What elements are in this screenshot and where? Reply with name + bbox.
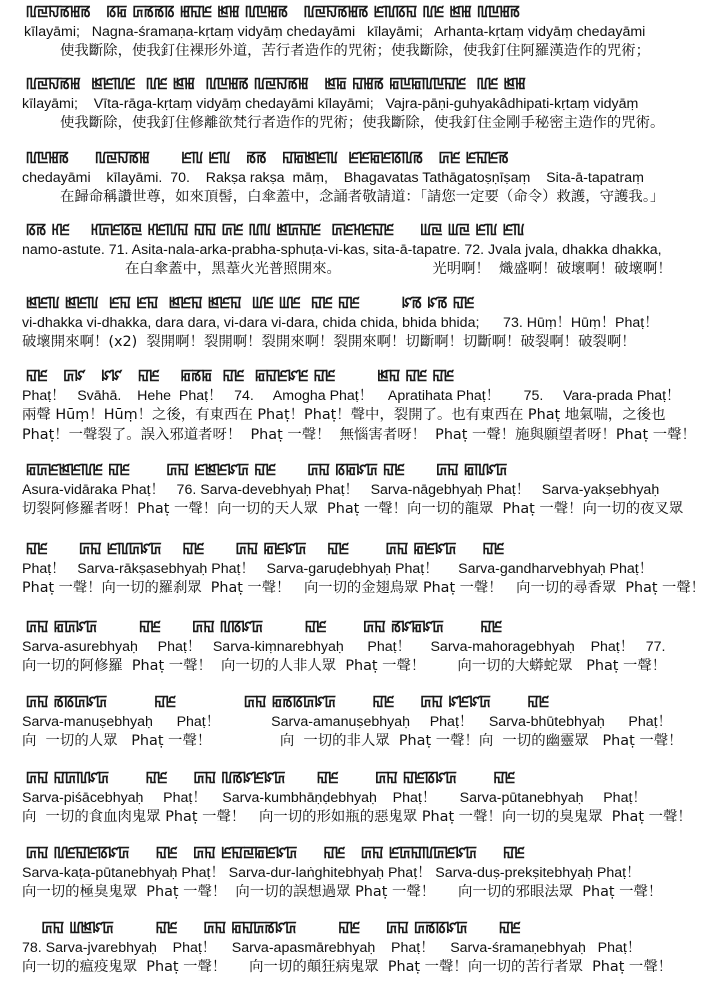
chinese-translation-line: 切裂阿修羅者呀！Phaṭ 一聲！向一切的天人眾 Phaṭ 一聲！向一切的龍眾 Phaṭ 一聲！向一切的夜叉眾 (22, 501, 684, 517)
romanized-line: Asura-vidāraka Phaṭ！ 76. Sarva-devebhyaḥ Phaṭ！ Sarva-nāgebhyaḥ Phaṭ！ Sarva-yakṣebhyaḥ (22, 482, 660, 498)
chinese-translation-line: 兩聲 Hūṃ！Hūṃ！之後，有東西在 Phaṭ！Phaṭ！聲中，裂開了。也有東西在 Phaṭ 地氣喘，之後也 (22, 407, 666, 423)
romanized-line: vi-dhakka vi-dhakka, dara dara, vi-dara vi-dara, chida chida, bhida bhida; 73. Hūṃ！Hūṃ！Phaṭ！ (22, 315, 659, 331)
romanized-line: kīlayāmi; Nagna-śramaṇa-kṛtaṃ vidyāṃ chedayāmi kīlayāmi; Arhanta-kṛtaṃ vidyāṃ chedayāmi (24, 24, 646, 40)
siddham-script-line: ꡂꡚꡈꡓꡈꡃꡈ ꡎꡈ ꡚꡎ ꡈꡓꡈꡜꡚ ꡎꡈ ꡚꡎ ꡋꡂꡜꡚ ꡎꡈ ꡚꡎ ꡂꡃꡜꡚ (26, 460, 508, 478)
romanized-line: Sarva-asurebhyaḥ Phaṭ！ Sarva-kiṃnarebhyaḥ Phaṭ！ Sarva-mahoragebhyaḥ Phaṭ！ 77. (22, 639, 666, 655)
siddham-script-line: ꡚꡎ ꡏꡋꡚꡜꡚ ꡎꡈ ꡚꡎ ꡂꡏꡋꡚꡜꡚ ꡎꡈ ꡚꡎ ꡜꡈꡜꡚ ꡎꡈ (26, 692, 550, 710)
siddham-script-line: ꡚꡎ ꡎꡚꡃꡜꡚ ꡎꡈ ꡚꡎ ꡃꡏꡜꡈꡜꡚ ꡎꡈ ꡚꡎ ꡎꡈꡋꡜꡚ ꡎꡈ (26, 768, 516, 786)
siddham-script-line: ꡋꡏ ꡘꡈ ꡘꡚꡈꡋꡙ ꡘꡈꡃꡎ ꡎꡎ ꡚꡈ ꡃꡃ ꡓꡚꡎꡈ ꡚꡈꡘꡈꡎꡈ ꡆꡙ ꡆꡙ ꡈꡃ ꡈꡃ (26, 220, 525, 238)
romanized-line: Sarva-manuṣebhyaḥ Phaṭ！ Sarva-amanuṣebhyaḥ Phaṭ！ Sarva-bhūtebhyaḥ Phaṭ！ (22, 714, 672, 730)
romanized-line: Phaṭ！ Svāhā. Hehe Phaṭ！ 74. Amogha Phaṭ！ Apratihata Phaṭ！ 75. Vara-prada Phaṭ！ (22, 388, 681, 404)
chinese-translation-line: 向一切的極臭鬼眾 Phaṭ 一聲！ 向一切的誤想過眾 Phaṭ 一聲！ 向一切的邪眼法眾 Phaṭ 一聲！ (22, 884, 663, 900)
chinese-translation-line: 向一切的阿修羅 Phaṭ 一聲！ 向一切的人非人眾 Phaṭ 一聲！ 向一切的大蟒蛇眾 Phaṭ 一聲！ (22, 658, 667, 674)
romanized-line: namo-astute. 71. Asita-nala-arka-prabha-sphuṭa-vi-kas, sita-ā-tapatre. 72. Jvala jvala, dhakka dhakka, (22, 242, 662, 258)
chinese-translation-line: Phaṭ！一聲裂了。誤入邪道者呀！ Phaṭ 一聲！ 無惱害者呀！ Phaṭ 一聲！施與願望者呀！Phaṭ 一聲！ (22, 427, 696, 443)
siddham-script-line: ꡃꡙꡍꡏꡅꡏ ꡋꡂ ꡚꡏꡏꡋ ꡅꡎꡈ ꡓꡅ ꡃꡖꡅꡏ ꡃꡙꡍꡏꡅꡏ ꡈꡃꡋꡎ ꡃꡈ ꡓꡅ ꡃꡖꡅꡏ (26, 2, 521, 20)
romanized-line: Sarva-kaṭa-pūtanebhyaḥ Phaṭ！ Sarva-dur-laṅghitebhyaḥ Phaṭ！ Sarva-duṣ-prekṣitebhyaḥ Phaṭ！ (22, 865, 641, 881)
chinese-translation-line: 向 一切的食血肉鬼眾 Phaṭ 一聲！ 向一切的形如瓶的惡鬼眾 Phaṭ 一聲！向一切的臭鬼眾 Phaṭ 一聲！ (22, 809, 692, 825)
chinese-translation-line: 使我斷除，使我釘住修離欲梵行者造作的咒術；使我斷除，使我釘住金剛手秘密主造作的咒術。 (60, 115, 665, 131)
chinese-translation-line: 破壞開來啊！(x2) 裂開啊！裂開啊！裂開來啊！裂開來啊！切斷啊！切斷啊！破裂啊！破裂啊！ (22, 334, 636, 350)
romanized-line: Sarva-piśācebhyaḥ Phaṭ！ Sarva-kumbhāṇḍebhyaḥ Phaṭ！ Sarva-pūtanebhyaḥ Phaṭ！ (22, 790, 647, 806)
chinese-translation-line: 在歸命稱讚世尊，如來頂髻，白傘蓋中，念誦者敬請道：「請您一定要（命令）救護，守護我。」 (60, 189, 665, 205)
siddham-script-line: ꡃꡙꡍꡏꡅ ꡓꡈꡃꡈ ꡃꡈ ꡓꡅ ꡃꡖꡅꡏ ꡃꡙꡍꡏꡅ ꡓꡂ ꡎꡅꡏ ꡂꡖꡂꡃꡖꡎꡈ ꡃꡈ ꡓꡅ (26, 74, 527, 92)
chinese-translation-line: 使我斷除，使我釘住裸形外道，苦行者造作的咒術；使我斷除，使我釘住阿羅漢造作的咒術； (60, 43, 651, 59)
romanized-line: chedayāmi kīlayāmi. 70. Rakṣa rakṣa māṃ, Bhagavatas Tathāgatoṣṇīṣaṃ Sita-ā-tapatraṃ (22, 170, 644, 186)
siddham-script-line: ꡚꡎ ꡂꡚꡜꡚ ꡎꡈ ꡚꡎ ꡃꡋꡜꡚ ꡎꡈ ꡚꡎ ꡏꡜꡂꡜꡚ ꡎꡈ (26, 617, 503, 635)
siddham-script-line: ꡃꡖꡅꡏ ꡃꡙꡍꡏꡅ ꡈꡃ ꡈꡃ ꡏꡏ ꡎꡂꡓꡈꡃ ꡈꡈꡂꡈꡋꡃꡏ ꡚꡈ ꡈꡎꡈꡏ (26, 148, 509, 166)
romanized-line: kīlayāmi; Vīta-rāga-kṛtaṃ vidyāṃ chedayāmi kīlayāmi; Vajra-pāṇi-guhyakâdhipati-kṛtaṃ vidyāṃ (22, 96, 639, 112)
chinese-translation-line: 向一切的瘟疫鬼眾 Phaṭ 一聲！ 向一切的顛狂病鬼眾 Phaṭ 一聲！向一切的苦行者眾 Phaṭ 一聲！ (22, 959, 673, 975)
siddham-script-line: ꡓꡈꡃ ꡓꡈꡃ ꡈꡎ ꡈꡎ ꡓꡈꡎ ꡓꡈꡎ ꡆꡈ ꡆꡈ ꡎꡈ ꡎꡈ ꡜꡏ ꡜꡏ ꡎꡈ (26, 293, 475, 311)
romanized-line: Phaṭ！ Sarva-rākṣasebhyaḥ Phaṭ！ Sarva-garuḍebhyaḥ Phaṭ！ Sarva-gandharvebhyaḥ Phaṭ！ (22, 561, 653, 577)
chinese-translation-line: 向 一切的人眾 Phaṭ 一聲！ 向 一切的非人眾 Phaṭ 一聲！向 一切的幽靈眾 Phaṭ 一聲！ (22, 733, 683, 749)
siddham-script-line: ꡎꡈ ꡚꡎ ꡈꡃꡚꡜꡚ ꡎꡈ ꡚꡎ ꡂꡈꡜꡚ ꡎꡈ ꡚꡎ ꡂꡈꡜꡚ ꡎꡈ (26, 539, 505, 557)
chinese-translation-line: 在白傘蓋中，黑葦火光普照開來。 光明啊！ 熾盛啊！破壞啊！破壞啊！ (125, 261, 672, 277)
romanized-line: 78. Sarva-jvarebhyaḥ Phaṭ！ Sarva-apasmārebhyaḥ Phaṭ！ Sarva-śramaṇebhyaḥ Phaṭ！ (22, 940, 642, 956)
siddham-script-line: ꡚꡎ ꡆꡓꡜꡚ ꡎꡈ ꡚꡎ ꡂꡎꡚꡏꡜꡚ ꡎꡈ ꡚꡎ ꡚꡏꡋꡜꡚ ꡎꡈ (26, 918, 521, 936)
chinese-translation-line: Phaṭ 一聲！向一切的羅刹眾 Phaṭ 一聲！ 向一切的金翅鳥眾 Phaṭ 一聲！ 向一切的尋香眾 Phaṭ 一聲！ (22, 580, 705, 596)
siddham-script-line: ꡎꡈ ꡚꡜ ꡜꡜ ꡎꡈ ꡂꡏꡂ ꡎꡈ ꡂꡎꡈꡜꡈ ꡎꡈ ꡓꡎ ꡎꡈ ꡎꡈ (26, 366, 455, 384)
siddham-script-line: ꡚꡎ ꡃꡈꡎꡈꡋꡜꡚ ꡎꡈ ꡚꡎ ꡈꡎꡙꡂꡈꡜꡚ ꡎꡈ ꡚꡎ ꡈꡚꡎꡃꡚꡈꡜꡚ ꡎꡈ (26, 843, 525, 861)
